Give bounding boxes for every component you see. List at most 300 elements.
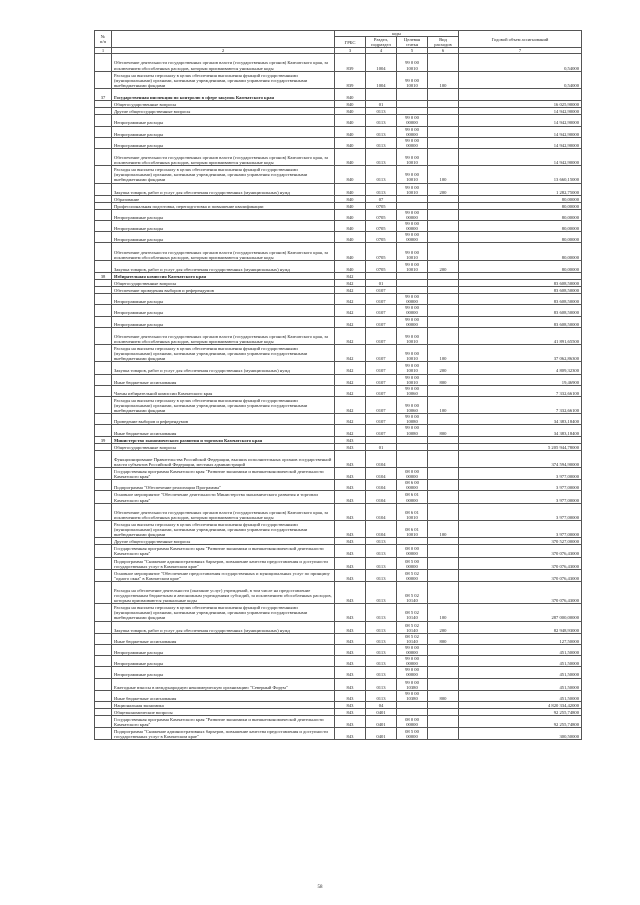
row-amount: 14 942,90000 bbox=[459, 137, 582, 148]
row-razdel: 0113 bbox=[366, 166, 397, 183]
table-row bbox=[95, 716, 582, 728]
row-expense-type bbox=[428, 678, 459, 690]
row-target-article bbox=[397, 272, 428, 279]
row-name: Государственная инспекция по контролю в сфере закупок Камчатского края bbox=[112, 88, 335, 100]
row-expense-type bbox=[428, 327, 459, 344]
row-target-article bbox=[397, 88, 428, 100]
row-target-article: 99 0 00 00000 bbox=[397, 294, 428, 305]
row-name: Непрограммные расходы bbox=[112, 115, 335, 126]
colnum: 4 bbox=[366, 48, 397, 54]
table-row bbox=[95, 644, 582, 655]
row-amount: 82 948,93000 bbox=[459, 621, 582, 633]
row-amount: 4 820 334,42000 bbox=[459, 701, 582, 708]
row-name: Государственная программа Камчатского края "Развитие экономики и внешнеэкономической деятельности Камчатского края" bbox=[112, 716, 335, 728]
row-name: Подпрограмма "Снижение административных барьеров, повышение качества предоставления и доступности государственных услуг в Камчатском крае" bbox=[112, 728, 335, 740]
row-grbs: 840 bbox=[335, 202, 366, 209]
row-amount: 80,00000 bbox=[459, 202, 582, 209]
table-row bbox=[95, 491, 582, 503]
row-target-article bbox=[397, 101, 428, 108]
row-amount: 5 205 944,78000 bbox=[459, 443, 582, 450]
row-number bbox=[95, 287, 112, 294]
row-target-article: 99 0 00 10080 bbox=[397, 414, 428, 425]
row-name: Иные бюджетные ассигнования bbox=[112, 633, 335, 644]
row-amount: 374 594,90000 bbox=[459, 450, 582, 467]
row-amount: 300,50000 bbox=[459, 728, 582, 740]
row-expense-type bbox=[428, 148, 459, 165]
row-name: Закупка товаров, работ и услуг для обеспечения государственных (муниципальных) нужд bbox=[112, 183, 335, 195]
row-number bbox=[95, 148, 112, 165]
row-amount: 83 608,50000 bbox=[459, 280, 582, 287]
row-number bbox=[95, 690, 112, 701]
row-number bbox=[95, 243, 112, 260]
row-grbs: 843 bbox=[335, 644, 366, 655]
row-number: 37 bbox=[95, 88, 112, 100]
row-number bbox=[95, 633, 112, 644]
row-amount bbox=[459, 272, 582, 279]
row-number bbox=[95, 183, 112, 195]
row-amount: 80,00000 bbox=[459, 195, 582, 202]
row-razdel: 0113 bbox=[366, 137, 397, 148]
row-expense-type: 100 bbox=[428, 520, 459, 537]
row-target-article bbox=[397, 538, 428, 545]
row-target-article bbox=[397, 202, 428, 209]
row-amount: 7 332,66100 bbox=[459, 396, 582, 413]
row-razdel: 01 bbox=[366, 443, 397, 450]
row-amount: 1 282,75000 bbox=[459, 183, 582, 195]
row-name: Министерство экономического развития и торговли Камчатского края bbox=[112, 436, 335, 443]
row-expense-type bbox=[428, 316, 459, 327]
row-razdel: 0705 bbox=[366, 232, 397, 243]
row-name: Обеспечение деятельности государственных органов власти (государственных органов) Камчатского края, за исключением обособленных расходов, которым присваиваются уникальные коды bbox=[112, 327, 335, 344]
row-razdel: 0107 bbox=[366, 414, 397, 425]
table-row bbox=[95, 287, 582, 294]
row-number bbox=[95, 491, 112, 503]
row-amount: 0,54000 bbox=[459, 71, 582, 88]
row-target-article bbox=[397, 436, 428, 443]
table-row bbox=[95, 708, 582, 715]
row-number bbox=[95, 538, 112, 545]
row-target-article: 08 5 00 00000 bbox=[397, 728, 428, 740]
row-number bbox=[95, 280, 112, 287]
row-amount: 80,00000 bbox=[459, 260, 582, 272]
row-target-article: 99 0 00 10010 bbox=[397, 362, 428, 374]
table-row bbox=[95, 621, 582, 633]
row-grbs: 840 bbox=[335, 166, 366, 183]
row-target-article: 99 0 00 00000 bbox=[397, 126, 428, 137]
row-name: Закупка товаров, работ и услуг для обеспечения государственных (муниципальных) нужд bbox=[112, 362, 335, 374]
row-expense-type bbox=[428, 557, 459, 569]
row-number bbox=[95, 202, 112, 209]
row-razdel: 0113 bbox=[366, 569, 397, 581]
row-name: Непрограммные расходы bbox=[112, 221, 335, 232]
table-row bbox=[95, 414, 582, 425]
row-expense-type bbox=[428, 88, 459, 100]
row-amount: 19,46900 bbox=[459, 374, 582, 385]
row-expense-type: 100 bbox=[428, 345, 459, 362]
row-razdel: 0107 bbox=[366, 362, 397, 374]
row-razdel: 0107 bbox=[366, 316, 397, 327]
row-number bbox=[95, 385, 112, 396]
row-expense-type bbox=[428, 243, 459, 260]
table-row bbox=[95, 569, 582, 581]
row-number bbox=[95, 327, 112, 344]
row-razdel: 0113 bbox=[366, 108, 397, 115]
row-target-article: 08 6 01 00000 bbox=[397, 491, 428, 503]
row-expense-type bbox=[428, 221, 459, 232]
table-row bbox=[95, 545, 582, 557]
row-razdel: 0113 bbox=[366, 538, 397, 545]
row-grbs: 842 bbox=[335, 305, 366, 316]
row-target-article: 99 0 00 10010 bbox=[397, 260, 428, 272]
row-name: Образование bbox=[112, 195, 335, 202]
row-razdel: 01 bbox=[366, 280, 397, 287]
row-name: Расходы на выплаты персоналу в целях обеспечения выполнения функций государственными (муниципальными) органами, казенными учреждениями, органами управления государственными внебюджетными фондами bbox=[112, 71, 335, 88]
row-grbs: 840 bbox=[335, 221, 366, 232]
table-row bbox=[95, 108, 582, 115]
row-expense-type bbox=[428, 287, 459, 294]
row-target-article: 99 0 00 10010 bbox=[397, 345, 428, 362]
table-row bbox=[95, 450, 582, 467]
colnum: 2 bbox=[112, 48, 335, 54]
row-grbs: 843 bbox=[335, 678, 366, 690]
table-row bbox=[95, 232, 582, 243]
table-row bbox=[95, 202, 582, 209]
colnum: 6 bbox=[428, 48, 459, 54]
row-amount: 14 942,90000 bbox=[459, 115, 582, 126]
row-expense-type bbox=[428, 294, 459, 305]
row-name: Непрограммные расходы bbox=[112, 644, 335, 655]
header-stat: Целевая статья bbox=[397, 37, 428, 48]
row-name: Основное мероприятие "Обеспечение деятельности Министерства экономического развития и торговли Камчатского края" bbox=[112, 491, 335, 503]
row-number bbox=[95, 166, 112, 183]
row-razdel: 0113 bbox=[366, 183, 397, 195]
row-grbs: 842 bbox=[335, 327, 366, 344]
row-number bbox=[95, 716, 112, 728]
table-row bbox=[95, 280, 582, 287]
row-grbs: 842 bbox=[335, 294, 366, 305]
row-name: Непрограммные расходы bbox=[112, 209, 335, 220]
row-number bbox=[95, 644, 112, 655]
row-name: Иные бюджетные ассигнования bbox=[112, 690, 335, 701]
header-codes: коды bbox=[335, 31, 459, 37]
table-row bbox=[95, 221, 582, 232]
table-row bbox=[95, 557, 582, 569]
colnum: 3 bbox=[335, 48, 366, 54]
table-row bbox=[95, 316, 582, 327]
row-razdel: 0107 bbox=[366, 327, 397, 344]
row-expense-type bbox=[428, 108, 459, 115]
row-number bbox=[95, 480, 112, 491]
row-name: Профессиональная подготовка, переподготовка и повышение квалификации bbox=[112, 202, 335, 209]
row-razdel: 0104 bbox=[366, 468, 397, 480]
row-name: Расходы на обеспечение деятельности (оказание услуг) учреждений, в том числе на предоставление государственным бюджетным и автономным учреждениям субсидий, за исключением обособленных расходов, которым присваиваются уникальные коды bbox=[112, 581, 335, 603]
row-amount: 41 891,65500 bbox=[459, 327, 582, 344]
table-row bbox=[95, 148, 582, 165]
row-razdel: 0113 bbox=[366, 633, 397, 644]
row-name: Члены избирательной комиссии Камчатского края bbox=[112, 385, 335, 396]
row-name: Общегосударственные вопросы bbox=[112, 280, 335, 287]
row-amount: 80,00000 bbox=[459, 243, 582, 260]
row-grbs: 843 bbox=[335, 503, 366, 520]
table-row bbox=[95, 581, 582, 603]
row-number bbox=[95, 443, 112, 450]
row-number bbox=[95, 414, 112, 425]
header-name bbox=[112, 31, 335, 48]
table-row bbox=[95, 327, 582, 344]
row-expense-type bbox=[428, 728, 459, 740]
row-expense-type bbox=[428, 701, 459, 708]
row-name: Расходы на выплаты персоналу в целях обеспечения выполнения функций государственными (муниципальными) органами, казенными учреждениями, органами управления государственными внебюджетными фондами bbox=[112, 345, 335, 362]
row-name: Обеспечение деятельности государственных органов власти (государственных органов) Камчатского края, за исключением обособленных расходов, которым присваиваются уникальные коды bbox=[112, 148, 335, 165]
row-amount: 451,50000 bbox=[459, 667, 582, 678]
row-target-article: 99 0 00 00000 bbox=[397, 667, 428, 678]
row-razdel: 0401 bbox=[366, 728, 397, 740]
row-grbs: 843 bbox=[335, 728, 366, 740]
row-amount: 37 062,86300 bbox=[459, 345, 582, 362]
row-expense-type bbox=[428, 581, 459, 603]
row-number bbox=[95, 260, 112, 272]
row-grbs: 843 bbox=[335, 701, 366, 708]
table-row bbox=[95, 503, 582, 520]
row-amount: 7 332,66100 bbox=[459, 385, 582, 396]
row-grbs: 843 bbox=[335, 604, 366, 621]
row-name: Проведение выборов и референдумов bbox=[112, 414, 335, 425]
row-grbs: 840 bbox=[335, 148, 366, 165]
row-number bbox=[95, 545, 112, 557]
row-grbs: 842 bbox=[335, 345, 366, 362]
row-razdel: 0107 bbox=[366, 425, 397, 436]
row-grbs: 843 bbox=[335, 450, 366, 467]
row-expense-type bbox=[428, 126, 459, 137]
row-razdel: 0113 bbox=[366, 621, 397, 633]
row-target-article: 99 0 00 10010 bbox=[397, 54, 428, 71]
row-grbs: 843 bbox=[335, 569, 366, 581]
row-razdel: 0107 bbox=[366, 345, 397, 362]
table-row bbox=[95, 396, 582, 413]
row-amount: 14 942,90000 bbox=[459, 108, 582, 115]
table-row bbox=[95, 385, 582, 396]
row-number bbox=[95, 115, 112, 126]
row-number bbox=[95, 345, 112, 362]
row-grbs: 842 bbox=[335, 362, 366, 374]
row-amount: 370 076,43000 bbox=[459, 569, 582, 581]
row-expense-type bbox=[428, 569, 459, 581]
row-name: Иные бюджетные ассигнования bbox=[112, 374, 335, 385]
row-grbs: 840 bbox=[335, 115, 366, 126]
row-razdel: 0401 bbox=[366, 708, 397, 715]
row-razdel: 0113 bbox=[366, 557, 397, 569]
row-expense-type bbox=[428, 503, 459, 520]
row-number bbox=[95, 54, 112, 71]
row-razdel: 0401 bbox=[366, 716, 397, 728]
row-expense-type bbox=[428, 232, 459, 243]
row-grbs: 843 bbox=[335, 545, 366, 557]
row-razdel: 0107 bbox=[366, 287, 397, 294]
row-expense-type: 100 bbox=[428, 396, 459, 413]
row-grbs: 843 bbox=[335, 557, 366, 569]
table-row bbox=[95, 209, 582, 220]
row-name: Непрограммные расходы bbox=[112, 667, 335, 678]
table-row bbox=[95, 678, 582, 690]
row-target-article: 99 0 00 10010 bbox=[397, 166, 428, 183]
row-expense-type: 100 bbox=[428, 604, 459, 621]
table-row bbox=[95, 362, 582, 374]
row-amount: 370 527,00000 bbox=[459, 538, 582, 545]
row-amount: 92 255,74800 bbox=[459, 716, 582, 728]
row-target-article: 08 5 02 10140 bbox=[397, 633, 428, 644]
row-target-article: 99 0 00 10010 bbox=[397, 327, 428, 344]
table-row bbox=[95, 436, 582, 443]
row-expense-type: 100 bbox=[428, 166, 459, 183]
row-number bbox=[95, 621, 112, 633]
colnum: 5 bbox=[397, 48, 428, 54]
row-expense-type bbox=[428, 280, 459, 287]
row-expense-type bbox=[428, 450, 459, 467]
row-razdel: 0104 bbox=[366, 450, 397, 467]
row-razdel: 1004 bbox=[366, 54, 397, 71]
row-grbs: 843 bbox=[335, 708, 366, 715]
row-grbs: 840 bbox=[335, 137, 366, 148]
row-number: 38 bbox=[95, 272, 112, 279]
table-row bbox=[95, 195, 582, 202]
row-razdel: 0113 bbox=[366, 604, 397, 621]
row-razdel: 0113 bbox=[366, 545, 397, 557]
row-number: 39 bbox=[95, 436, 112, 443]
row-number bbox=[95, 101, 112, 108]
row-target-article: 08 6 01 10010 bbox=[397, 503, 428, 520]
row-number bbox=[95, 728, 112, 740]
table-row bbox=[95, 294, 582, 305]
row-number bbox=[95, 374, 112, 385]
row-name: Расходы на выплаты персоналу в целях обеспечения выполнения функций государственными (муниципальными) органами, казенными учреждениями, органами управления государственными внебюджетными фондами bbox=[112, 520, 335, 537]
row-target-article: 08 5 00 00000 bbox=[397, 557, 428, 569]
row-name: Подпрограмма "Снижение административных барьеров, повышение качества предоставления и доступности государственных услуг в Камчатском крае" bbox=[112, 557, 335, 569]
row-number bbox=[95, 468, 112, 480]
row-razdel: 04 bbox=[366, 701, 397, 708]
row-expense-type: 200 bbox=[428, 260, 459, 272]
row-expense-type: 800 bbox=[428, 690, 459, 701]
row-expense-type bbox=[428, 202, 459, 209]
row-number bbox=[95, 708, 112, 715]
row-expense-type bbox=[428, 708, 459, 715]
row-grbs: 843 bbox=[335, 656, 366, 667]
row-name: Обеспечение деятельности государственных органов власти (государственных органов) Камчатского края, за исключением обособленных расходов, которым присваиваются уникальные коды bbox=[112, 503, 335, 520]
row-name: Непрограммные расходы bbox=[112, 656, 335, 667]
row-expense-type bbox=[428, 538, 459, 545]
row-grbs: 842 bbox=[335, 396, 366, 413]
row-grbs: 843 bbox=[335, 491, 366, 503]
row-expense-type bbox=[428, 468, 459, 480]
row-grbs: 842 bbox=[335, 280, 366, 287]
row-amount: 83 608,50000 bbox=[459, 294, 582, 305]
row-target-article: 08 0 00 00000 bbox=[397, 545, 428, 557]
row-expense-type: 800 bbox=[428, 633, 459, 644]
row-number bbox=[95, 450, 112, 467]
row-target-article bbox=[397, 195, 428, 202]
row-name: Общегосударственные вопросы bbox=[112, 101, 335, 108]
row-amount: 80,00000 bbox=[459, 209, 582, 220]
row-expense-type: 100 bbox=[428, 71, 459, 88]
row-razdel: 01 bbox=[366, 101, 397, 108]
row-number bbox=[95, 667, 112, 678]
row-name: Обеспечение проведения выборов и референдумов bbox=[112, 287, 335, 294]
budget-sheet bbox=[94, 30, 582, 740]
row-razdel: 0107 bbox=[366, 374, 397, 385]
row-amount: 16 025,90000 bbox=[459, 101, 582, 108]
table-row bbox=[95, 425, 582, 436]
row-razdel: 0113 bbox=[366, 148, 397, 165]
row-amount bbox=[459, 436, 582, 443]
row-target-article: 99 0 00 10080 bbox=[397, 425, 428, 436]
row-number bbox=[95, 209, 112, 220]
row-razdel: 0104 bbox=[366, 491, 397, 503]
row-razdel bbox=[366, 88, 397, 100]
row-name: Другие общегосударственные вопросы bbox=[112, 108, 335, 115]
row-target-article: 99 0 00 00000 bbox=[397, 232, 428, 243]
row-razdel: 0113 bbox=[366, 678, 397, 690]
row-number bbox=[95, 195, 112, 202]
row-amount: 34 383,18400 bbox=[459, 425, 582, 436]
row-amount: 83 608,50000 bbox=[459, 287, 582, 294]
row-name: Государственная программа Камчатского края "Развитие экономики и внешнеэкономической деятельности Камчатского края" bbox=[112, 545, 335, 557]
row-razdel: 0107 bbox=[366, 396, 397, 413]
row-target-article: 08 5 02 10140 bbox=[397, 581, 428, 603]
table-row bbox=[95, 690, 582, 701]
row-grbs: 843 bbox=[335, 633, 366, 644]
row-target-article bbox=[397, 443, 428, 450]
row-number bbox=[95, 425, 112, 436]
table-row bbox=[95, 345, 582, 362]
header-num: № п/п bbox=[95, 31, 112, 48]
row-amount: 34 383,18400 bbox=[459, 414, 582, 425]
row-grbs: 840 bbox=[335, 101, 366, 108]
row-amount: 3 977,00000 bbox=[459, 491, 582, 503]
row-name: Закупка товаров, работ и услуг для обеспечения государственных (муниципальных) нужд bbox=[112, 621, 335, 633]
row-grbs: 840 bbox=[335, 88, 366, 100]
row-expense-type bbox=[428, 195, 459, 202]
row-grbs: 840 bbox=[335, 209, 366, 220]
row-name: Непрограммные расходы bbox=[112, 232, 335, 243]
row-target-article: 99 0 00 10380 bbox=[397, 690, 428, 701]
table-row bbox=[95, 656, 582, 667]
row-razdel: 0104 bbox=[366, 503, 397, 520]
row-name: Общегосударственные вопросы bbox=[112, 443, 335, 450]
header-grbs: ГРБС bbox=[335, 37, 366, 48]
row-name: Расходы на выплаты персоналу в целях обеспечения выполнения функций государственными (муниципальными) органами, казенными учреждениями, органами управления государственными внебюджетными фондами bbox=[112, 396, 335, 413]
table-row bbox=[95, 468, 582, 480]
row-target-article bbox=[397, 108, 428, 115]
row-number bbox=[95, 503, 112, 520]
colnum: 1 bbox=[95, 48, 112, 54]
row-expense-type bbox=[428, 644, 459, 655]
row-expense-type bbox=[428, 385, 459, 396]
row-expense-type bbox=[428, 101, 459, 108]
row-number bbox=[95, 604, 112, 621]
row-amount: 3 977,00000 bbox=[459, 520, 582, 537]
row-amount: 3 977,00000 bbox=[459, 503, 582, 520]
table-row bbox=[95, 633, 582, 644]
row-grbs: 843 bbox=[335, 436, 366, 443]
row-target-article: 08 5 02 10140 bbox=[397, 604, 428, 621]
row-name: Обеспечение деятельности государственных органов власти (государственных органов) Камчатского края, за исключением обособленных расходов, которым присваиваются уникальные коды bbox=[112, 243, 335, 260]
row-amount: 14 942,90000 bbox=[459, 148, 582, 165]
row-expense-type bbox=[428, 137, 459, 148]
row-amount: 92 255,74800 bbox=[459, 708, 582, 715]
table-row bbox=[95, 101, 582, 108]
row-target-article: 99 0 00 00000 bbox=[397, 656, 428, 667]
row-target-article: 99 0 00 00000 bbox=[397, 221, 428, 232]
row-name: Непрограммные расходы bbox=[112, 137, 335, 148]
